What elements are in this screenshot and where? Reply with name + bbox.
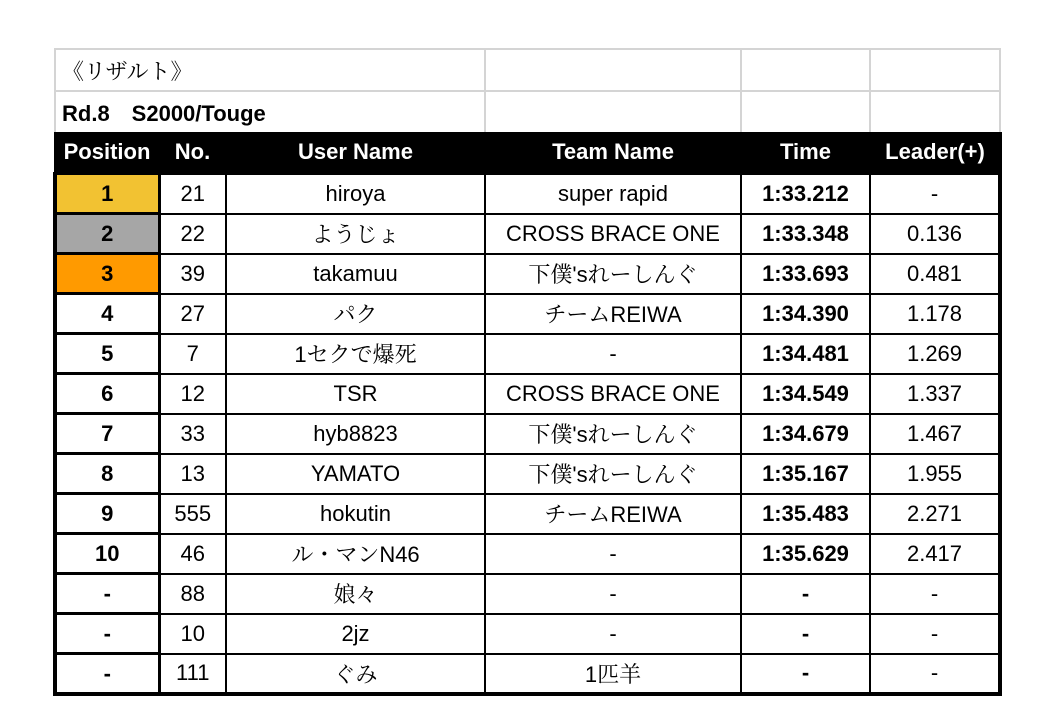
car-number-cell: 7 — [159, 334, 226, 374]
position-cell: 6 — [55, 374, 159, 414]
header-row — [55, 132, 1000, 174]
position-cell: 2 — [55, 214, 159, 254]
user-name-cell: hiroya — [226, 174, 485, 214]
leader-gap-cell: 1.269 — [870, 334, 1000, 374]
car-number-cell: 10 — [159, 614, 226, 654]
position-cell: - — [55, 654, 159, 695]
team-name-cell: 下僕'sれーしんぐ — [485, 414, 741, 454]
position-cell: 10 — [55, 534, 159, 574]
car-number-cell: 111 — [159, 654, 226, 695]
team-name-cell: チームREIWA — [485, 294, 741, 334]
position-cell: - — [55, 614, 159, 654]
leader-gap-cell: 1.337 — [870, 374, 1000, 414]
table-row — [55, 294, 1000, 334]
position-cell: 4 — [55, 294, 159, 334]
empty-cell — [741, 91, 870, 132]
header-position: Position — [55, 132, 159, 174]
table-row — [55, 534, 1000, 574]
empty-cell — [741, 49, 870, 91]
car-number-cell: 39 — [159, 254, 226, 294]
time-cell: 1:34.679 — [741, 414, 870, 454]
table-row — [55, 414, 1000, 454]
user-name-cell: 娘々 — [226, 574, 485, 614]
table-row — [55, 574, 1000, 614]
user-name-cell: takamuu — [226, 254, 485, 294]
round-row — [55, 91, 1000, 132]
user-name-cell: ようじょ — [226, 214, 485, 254]
user-name-cell: ぐみ — [226, 654, 485, 695]
user-name-cell: ル・マンN46 — [226, 534, 485, 574]
car-number-cell: 46 — [159, 534, 226, 574]
team-name-cell: CROSS BRACE ONE — [485, 374, 741, 414]
team-name-cell: - — [485, 334, 741, 374]
time-cell: - — [741, 654, 870, 695]
results-sheet — [53, 48, 998, 696]
position-cell: 7 — [55, 414, 159, 454]
table-row — [55, 494, 1000, 534]
leader-gap-cell: 2.417 — [870, 534, 1000, 574]
empty-cell — [870, 49, 1000, 91]
result-rows — [55, 174, 1000, 695]
table-row — [55, 654, 1000, 695]
leader-gap-cell: 0.481 — [870, 254, 1000, 294]
empty-cell — [870, 91, 1000, 132]
user-name-cell: 2jz — [226, 614, 485, 654]
car-number-cell: 12 — [159, 374, 226, 414]
table-row — [55, 614, 1000, 654]
leader-gap-cell: - — [870, 574, 1000, 614]
time-cell: - — [741, 614, 870, 654]
table-row — [55, 374, 1000, 414]
position-cell: 3 — [55, 254, 159, 294]
table-row — [55, 214, 1000, 254]
time-cell: 1:35.167 — [741, 454, 870, 494]
user-name-cell: パク — [226, 294, 485, 334]
position-cell: 1 — [55, 174, 159, 214]
team-name-cell: チームREIWA — [485, 494, 741, 534]
car-number-cell: 13 — [159, 454, 226, 494]
header-time: Time — [741, 132, 870, 174]
team-name-cell: - — [485, 574, 741, 614]
time-cell: 1:35.483 — [741, 494, 870, 534]
time-cell: 1:34.390 — [741, 294, 870, 334]
time-cell: 1:33.212 — [741, 174, 870, 214]
header-leader: Leader(+) — [870, 132, 1000, 174]
time-cell: 1:33.348 — [741, 214, 870, 254]
leader-gap-cell: 1.955 — [870, 454, 1000, 494]
title-row — [55, 49, 1000, 91]
time-cell: 1:34.549 — [741, 374, 870, 414]
time-cell: 1:34.481 — [741, 334, 870, 374]
team-name-cell: 下僕'sれーしんぐ — [485, 454, 741, 494]
table-row — [55, 254, 1000, 294]
round-label: Rd.8 S2000/Touge — [55, 91, 485, 132]
time-cell: 1:33.693 — [741, 254, 870, 294]
position-cell: 9 — [55, 494, 159, 534]
car-number-cell: 88 — [159, 574, 226, 614]
leader-gap-cell: 0.136 — [870, 214, 1000, 254]
header-team-name: Team Name — [485, 132, 741, 174]
table-row — [55, 454, 1000, 494]
header-no: No. — [159, 132, 226, 174]
car-number-cell: 555 — [159, 494, 226, 534]
team-name-cell: - — [485, 534, 741, 574]
position-cell: 5 — [55, 334, 159, 374]
team-name-cell: CROSS BRACE ONE — [485, 214, 741, 254]
sheet-title: 《リザルト》 — [55, 49, 485, 91]
user-name-cell: hyb8823 — [226, 414, 485, 454]
car-number-cell: 33 — [159, 414, 226, 454]
user-name-cell: YAMATO — [226, 454, 485, 494]
leader-gap-cell: - — [870, 614, 1000, 654]
header-user-name: User Name — [226, 132, 485, 174]
position-cell: - — [55, 574, 159, 614]
car-number-cell: 22 — [159, 214, 226, 254]
user-name-cell: 1セクで爆死 — [226, 334, 485, 374]
empty-cell — [485, 91, 741, 132]
leader-gap-cell: - — [870, 174, 1000, 214]
team-name-cell: super rapid — [485, 174, 741, 214]
time-cell: 1:35.629 — [741, 534, 870, 574]
table-row — [55, 174, 1000, 214]
user-name-cell: hokutin — [226, 494, 485, 534]
leader-gap-cell: 1.178 — [870, 294, 1000, 334]
car-number-cell: 27 — [159, 294, 226, 334]
position-cell: 8 — [55, 454, 159, 494]
car-number-cell: 21 — [159, 174, 226, 214]
time-cell: - — [741, 574, 870, 614]
team-name-cell: 1匹羊 — [485, 654, 741, 695]
leader-gap-cell: - — [870, 654, 1000, 695]
team-name-cell: 下僕'sれーしんぐ — [485, 254, 741, 294]
empty-cell — [485, 49, 741, 91]
team-name-cell: - — [485, 614, 741, 654]
leader-gap-cell: 2.271 — [870, 494, 1000, 534]
leader-gap-cell: 1.467 — [870, 414, 1000, 454]
user-name-cell: TSR — [226, 374, 485, 414]
results-table — [53, 48, 1002, 696]
table-row — [55, 334, 1000, 374]
